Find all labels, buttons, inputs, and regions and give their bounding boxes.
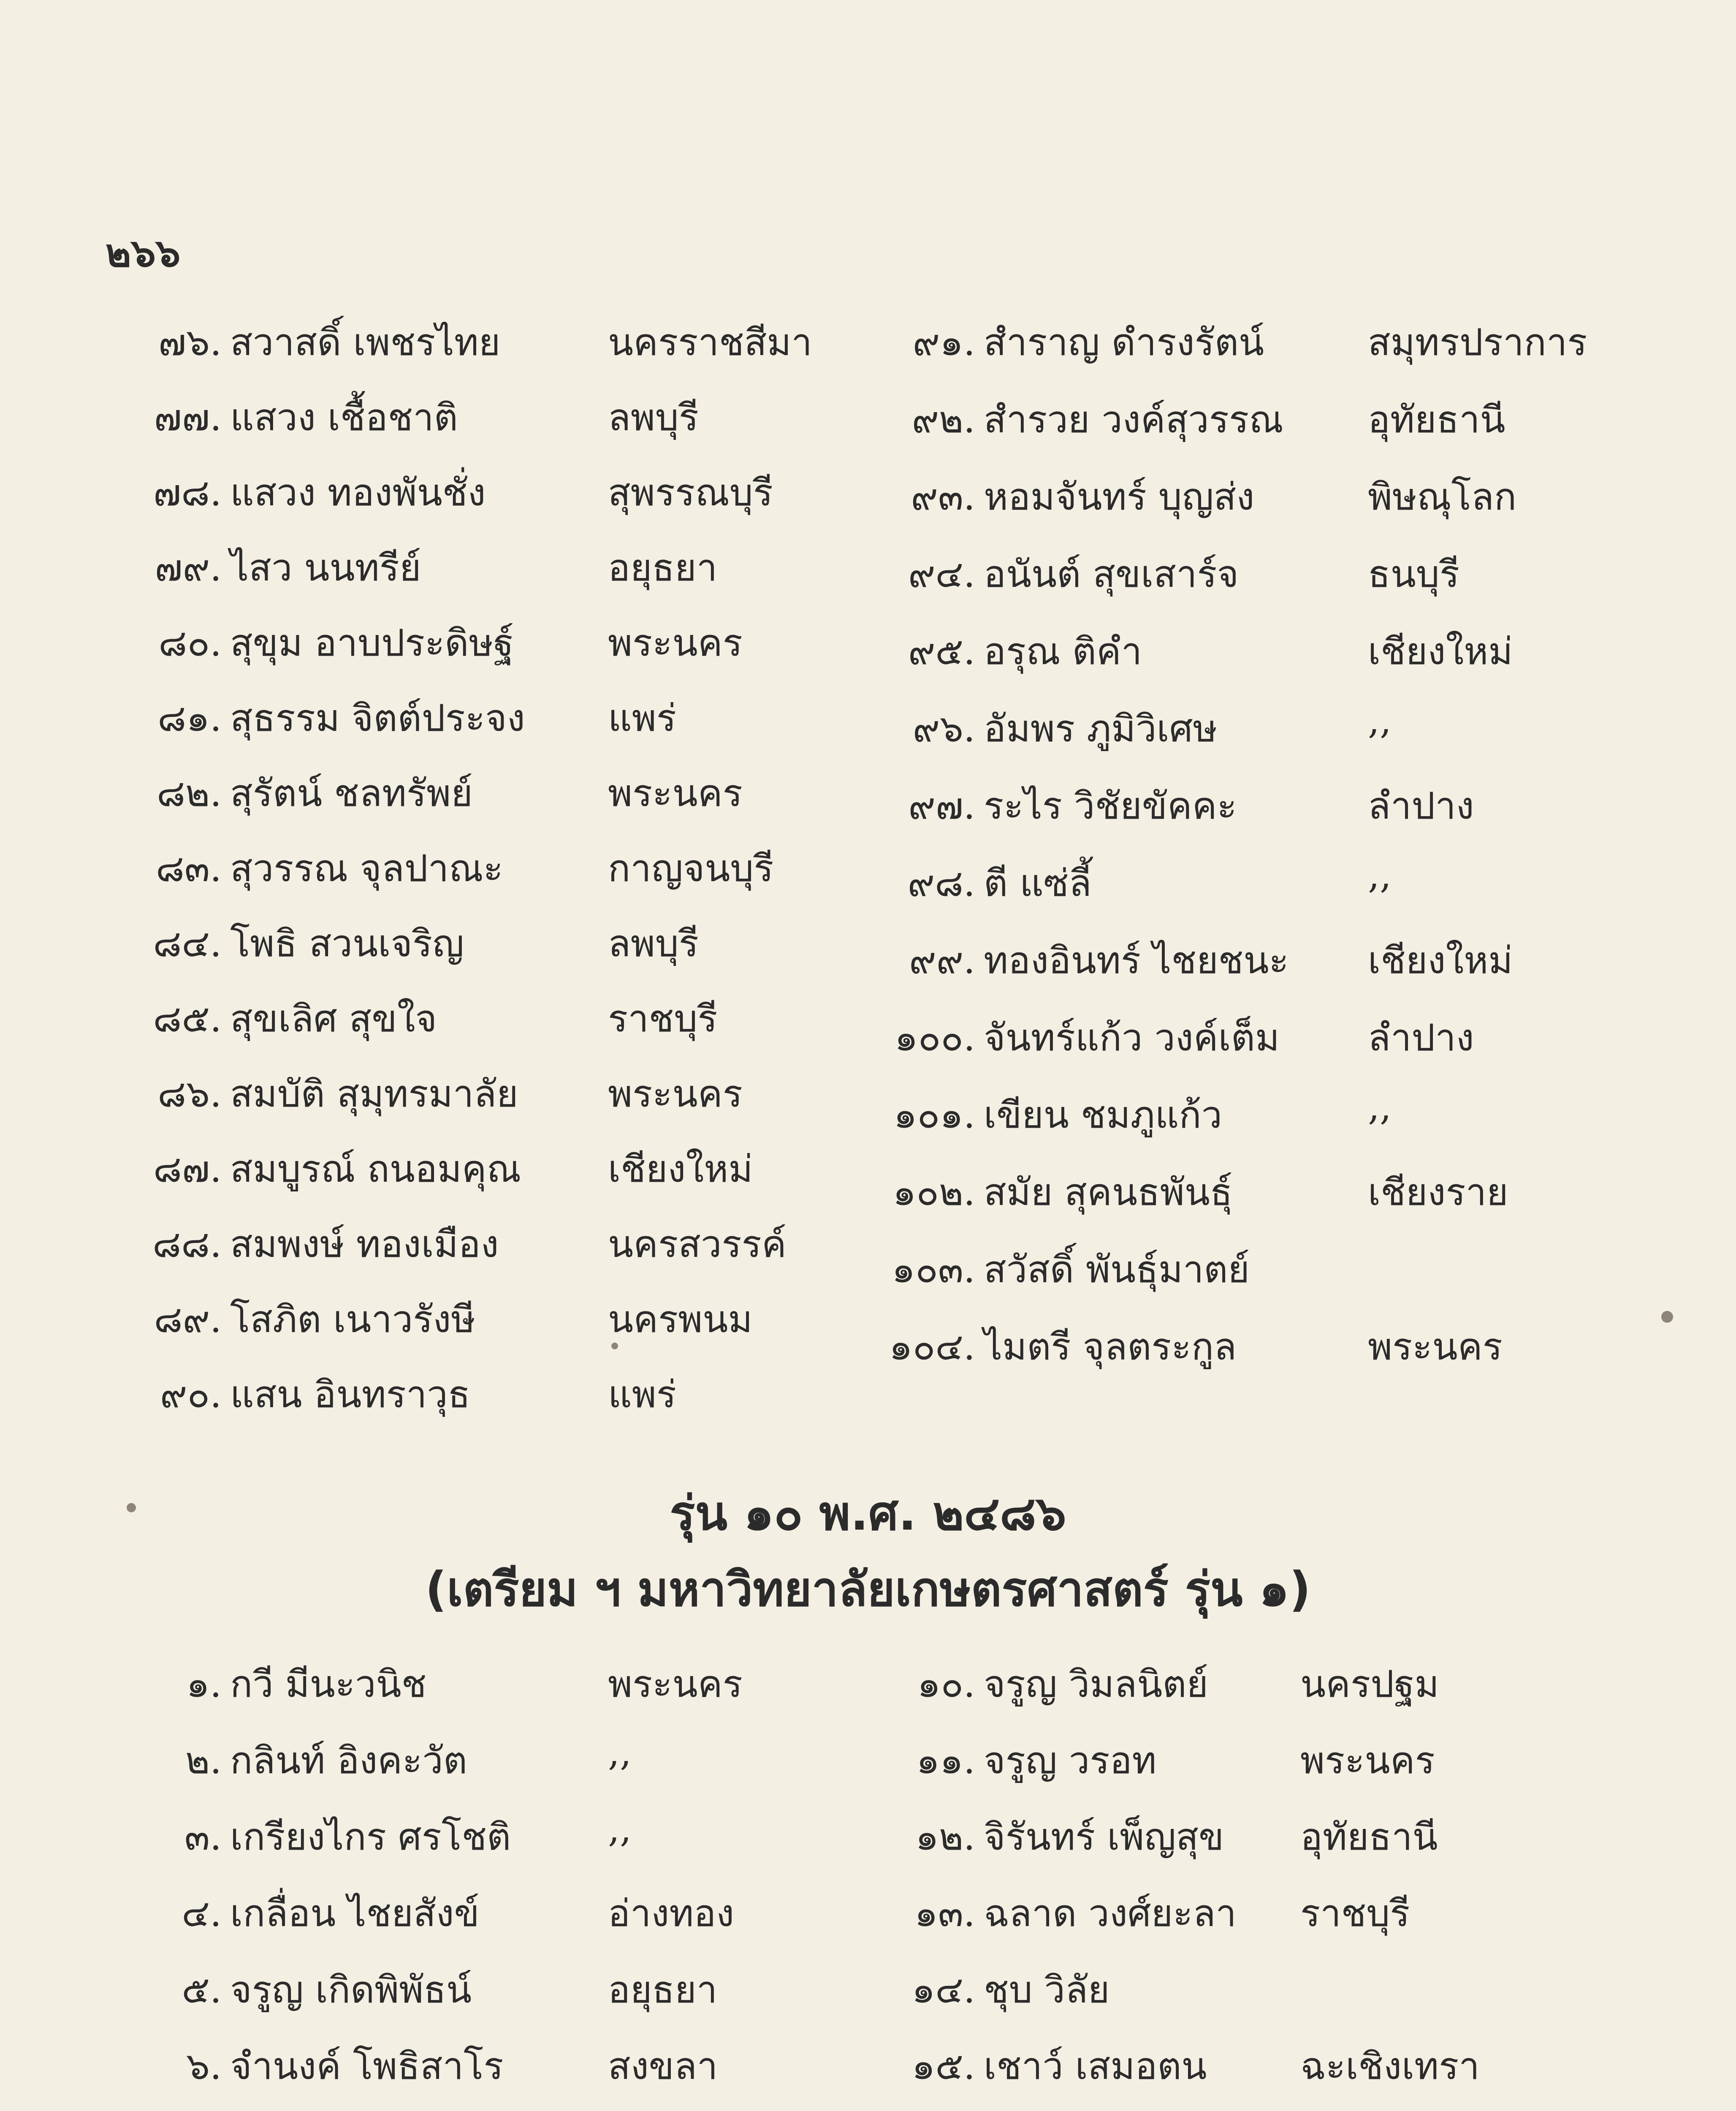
- province-name: สงขลา: [608, 2044, 718, 2088]
- section-title-line1: รุ่น ๑๐ พ.ศ. ๒๔๘๖: [670, 1486, 1066, 1541]
- province-name: ฉะเชิงเทรา: [1300, 2044, 1480, 2088]
- person-name: สุวรรณ จุลปาณะ: [230, 847, 503, 890]
- entry-number: ๑๔.: [911, 1968, 975, 2011]
- entry-number: ๗๗.: [154, 396, 222, 439]
- province-name: ลำปาง: [1368, 784, 1474, 828]
- person-name: สวาสดิ์ เพชรไทย: [230, 320, 501, 364]
- province-name: พิษณุโลก: [1368, 475, 1517, 518]
- province-name: อ่างทอง: [608, 1891, 735, 1935]
- province-name: ,,: [608, 1807, 632, 1851]
- entry-number: ๒.: [185, 1739, 222, 1782]
- entry-number: ๘๐.: [158, 621, 222, 665]
- province-name: นครสวรรค์: [608, 1222, 787, 1266]
- person-name: จรูญ วิมลนิตย์: [984, 1662, 1208, 1706]
- province-name: ลำปาง: [1368, 1016, 1474, 1059]
- entry-number: ๙๘.: [907, 861, 975, 905]
- person-name: ไมตรี จุลตระกูล: [984, 1325, 1237, 1368]
- person-name: สำราญ ดำรงรัตน์: [984, 320, 1264, 364]
- entry-number: ๔.: [182, 1891, 222, 1935]
- person-name: เชาว์ เสมอตน: [984, 2044, 1207, 2088]
- entry-number: ๑๕.: [911, 2044, 975, 2088]
- province-name: ราชบุรี: [1300, 1891, 1410, 1935]
- person-name: อัมพร ภูมิวิเศษ: [984, 707, 1218, 750]
- entry-number: ๗๖.: [158, 320, 222, 364]
- province-name: ,,: [608, 1731, 632, 1774]
- entry-number: ๘๙.: [154, 1297, 222, 1341]
- province-name: ราชบุรี: [608, 997, 718, 1040]
- person-name: เกลื่อน ไชยสังข์: [230, 1891, 480, 1935]
- entry-number: ๘๗.: [153, 1147, 222, 1191]
- page-number: ๒๖๖: [106, 230, 181, 276]
- person-name: ไสว นนทรีย์: [230, 546, 421, 589]
- entry-number: ๙๑.: [912, 320, 975, 364]
- entry-number: ๙๖.: [912, 707, 975, 750]
- entry-number: ๙๕.: [908, 630, 975, 673]
- province-name: กาญจนบุรี: [608, 847, 774, 890]
- entry-number: ๘๔.: [153, 922, 222, 965]
- entry-number: ๗๘.: [153, 471, 222, 514]
- paper-speck: [127, 1503, 136, 1512]
- province-name: พระนคร: [608, 621, 743, 665]
- entry-number: ๑๑.: [916, 1739, 975, 1782]
- person-name: สุขเลิศ สุขใจ: [230, 997, 437, 1040]
- entry-number: ๗๙.: [155, 546, 222, 589]
- entry-number: ๙๙.: [909, 939, 975, 982]
- person-name: ชุบ วิลัย: [984, 1968, 1110, 2011]
- person-name: กวี มีนะวนิช: [230, 1662, 427, 1706]
- province-name: แพร่: [608, 696, 676, 740]
- entry-number: ๑๒.: [915, 1815, 975, 1859]
- person-name: หอมจันทร์ บุญส่ง: [984, 475, 1255, 518]
- province-name: สุพรรณบุรี: [608, 471, 773, 514]
- person-name: สุขุม อาบประดิษฐ์: [230, 621, 514, 665]
- province-name: พระนคร: [608, 771, 743, 815]
- person-name: จำนงค์ โพธิสาโร: [230, 2044, 504, 2088]
- province-name: นครปฐม: [1300, 1662, 1439, 1706]
- province-name: สมุทรปราการ: [1368, 320, 1587, 364]
- person-name: สมบูรณ์ ถนอมคุณ: [230, 1147, 521, 1191]
- province-name: ธนบุรี: [1368, 552, 1459, 596]
- province-name: อุทัยธานี: [1368, 398, 1505, 441]
- entry-number: ๑๐๑.: [893, 1093, 975, 1137]
- entry-number: ๘๑.: [157, 696, 222, 740]
- person-name: ฉลาด วงศ์ยะลา: [984, 1891, 1237, 1935]
- entry-number: ๑๐.: [917, 1662, 975, 1706]
- person-name: อนันต์ สุขเสาร์จ: [984, 552, 1239, 596]
- entry-number: ๘๖.: [157, 1072, 222, 1115]
- person-name: แสวง เชื้อชาติ: [230, 396, 458, 439]
- entry-number: ๙๒.: [911, 398, 975, 441]
- entry-number: ๙๔.: [908, 552, 975, 596]
- province-name: เชียงใหม่: [1368, 630, 1513, 673]
- entry-number: ๘๓.: [155, 847, 222, 890]
- person-name: แสน อินทราวุธ: [230, 1373, 471, 1416]
- person-name: ทองอินทร์ ไชยชนะ: [984, 939, 1289, 982]
- province-name: นครพนม: [608, 1297, 753, 1341]
- entry-number: ๑๐๔.: [889, 1325, 975, 1368]
- province-name: อยุธยา: [608, 546, 718, 589]
- paper-speck: [611, 1343, 618, 1349]
- entry-number: ๑๐๐.: [894, 1016, 975, 1059]
- province-name: เชียงใหม่: [608, 1147, 753, 1191]
- entry-number: ๘๕.: [153, 997, 222, 1040]
- province-name: ,,: [1368, 1085, 1392, 1129]
- paper-speck: [1661, 1311, 1673, 1323]
- entry-number: ๘๘.: [152, 1222, 222, 1266]
- person-name: โสภิต เนาวรังษี: [230, 1297, 476, 1341]
- person-name: สมัย สุคนธพันธุ์: [984, 1170, 1233, 1214]
- person-name: สวัสดิ์ พันธุ์มาตย์: [984, 1248, 1250, 1291]
- entry-number: ๓.: [184, 1815, 222, 1859]
- province-name: แพร่: [608, 1373, 676, 1416]
- entry-number: ๑.: [186, 1662, 222, 1706]
- province-name: เชียงราย: [1368, 1170, 1508, 1214]
- province-name: พระนคร: [608, 1072, 743, 1115]
- person-name: เกรียงไกร ศรโชติ: [230, 1815, 511, 1859]
- entry-number: ๙๓.: [911, 475, 975, 518]
- entry-number: ๑๐๒.: [892, 1170, 975, 1214]
- entry-number: ๙๐.: [160, 1373, 222, 1416]
- person-name: แสวง ทองพันชั่ง: [230, 471, 486, 514]
- section-title-line2: (เตรียม ฯ มหาวิทยาลัยเกษตรศาสตร์ รุ่น ๑): [425, 1562, 1311, 1617]
- person-name: จิรันทร์ เพ็ญสุข: [984, 1815, 1224, 1859]
- province-name: พระนคร: [608, 1662, 743, 1706]
- province-name: นครราชสีมา: [608, 320, 812, 364]
- person-name: ตี แซ่ลี้: [984, 861, 1092, 905]
- entry-number: ๑๓.: [914, 1891, 975, 1935]
- province-name: อยุธยา: [608, 1968, 718, 2011]
- person-name: สมบัติ สุมุทรมาลัย: [230, 1072, 518, 1115]
- province-name: ,,: [1368, 699, 1392, 742]
- entry-number: ๕.: [182, 1968, 222, 2011]
- entry-number: ๖.: [186, 2044, 222, 2088]
- person-name: จันทร์แก้ว วงค์เต็ม: [984, 1016, 1280, 1059]
- person-name: สมพงษ์ ทองเมือง: [230, 1222, 499, 1266]
- entry-number: ๙๗.: [908, 784, 975, 828]
- province-name: ,,: [1368, 853, 1392, 897]
- entry-number: ๑๐๓.: [892, 1248, 975, 1291]
- person-name: ระไร วิชัยขัคคะ: [984, 784, 1237, 828]
- person-name: จรูญ วรอท: [984, 1739, 1157, 1782]
- person-name: สำรวย วงค์สุวรรณ: [984, 398, 1283, 441]
- person-name: กลินท์ อิงคะวัต: [230, 1739, 467, 1782]
- person-name: สุธรรม จิตต์ประจง: [230, 696, 525, 740]
- person-name: สุรัตน์ ชลทรัพย์: [230, 771, 473, 815]
- person-name: โพธิ สวนเจริญ: [230, 922, 464, 965]
- entry-number: ๘๒.: [157, 771, 222, 815]
- province-name: อุทัยธานี: [1300, 1815, 1438, 1859]
- province-name: เชียงใหม่: [1368, 939, 1513, 982]
- province-name: พระนคร: [1300, 1739, 1435, 1782]
- province-name: ลพบุรี: [608, 396, 699, 439]
- province-name: พระนคร: [1368, 1325, 1503, 1368]
- person-name: เขียน ชมภูแก้ว: [984, 1093, 1223, 1137]
- province-name: ลพบุรี: [608, 922, 699, 965]
- person-name: อรุณ ติคำ: [984, 630, 1142, 673]
- person-name: จรูญ เกิดพิพัธน์: [230, 1968, 472, 2011]
